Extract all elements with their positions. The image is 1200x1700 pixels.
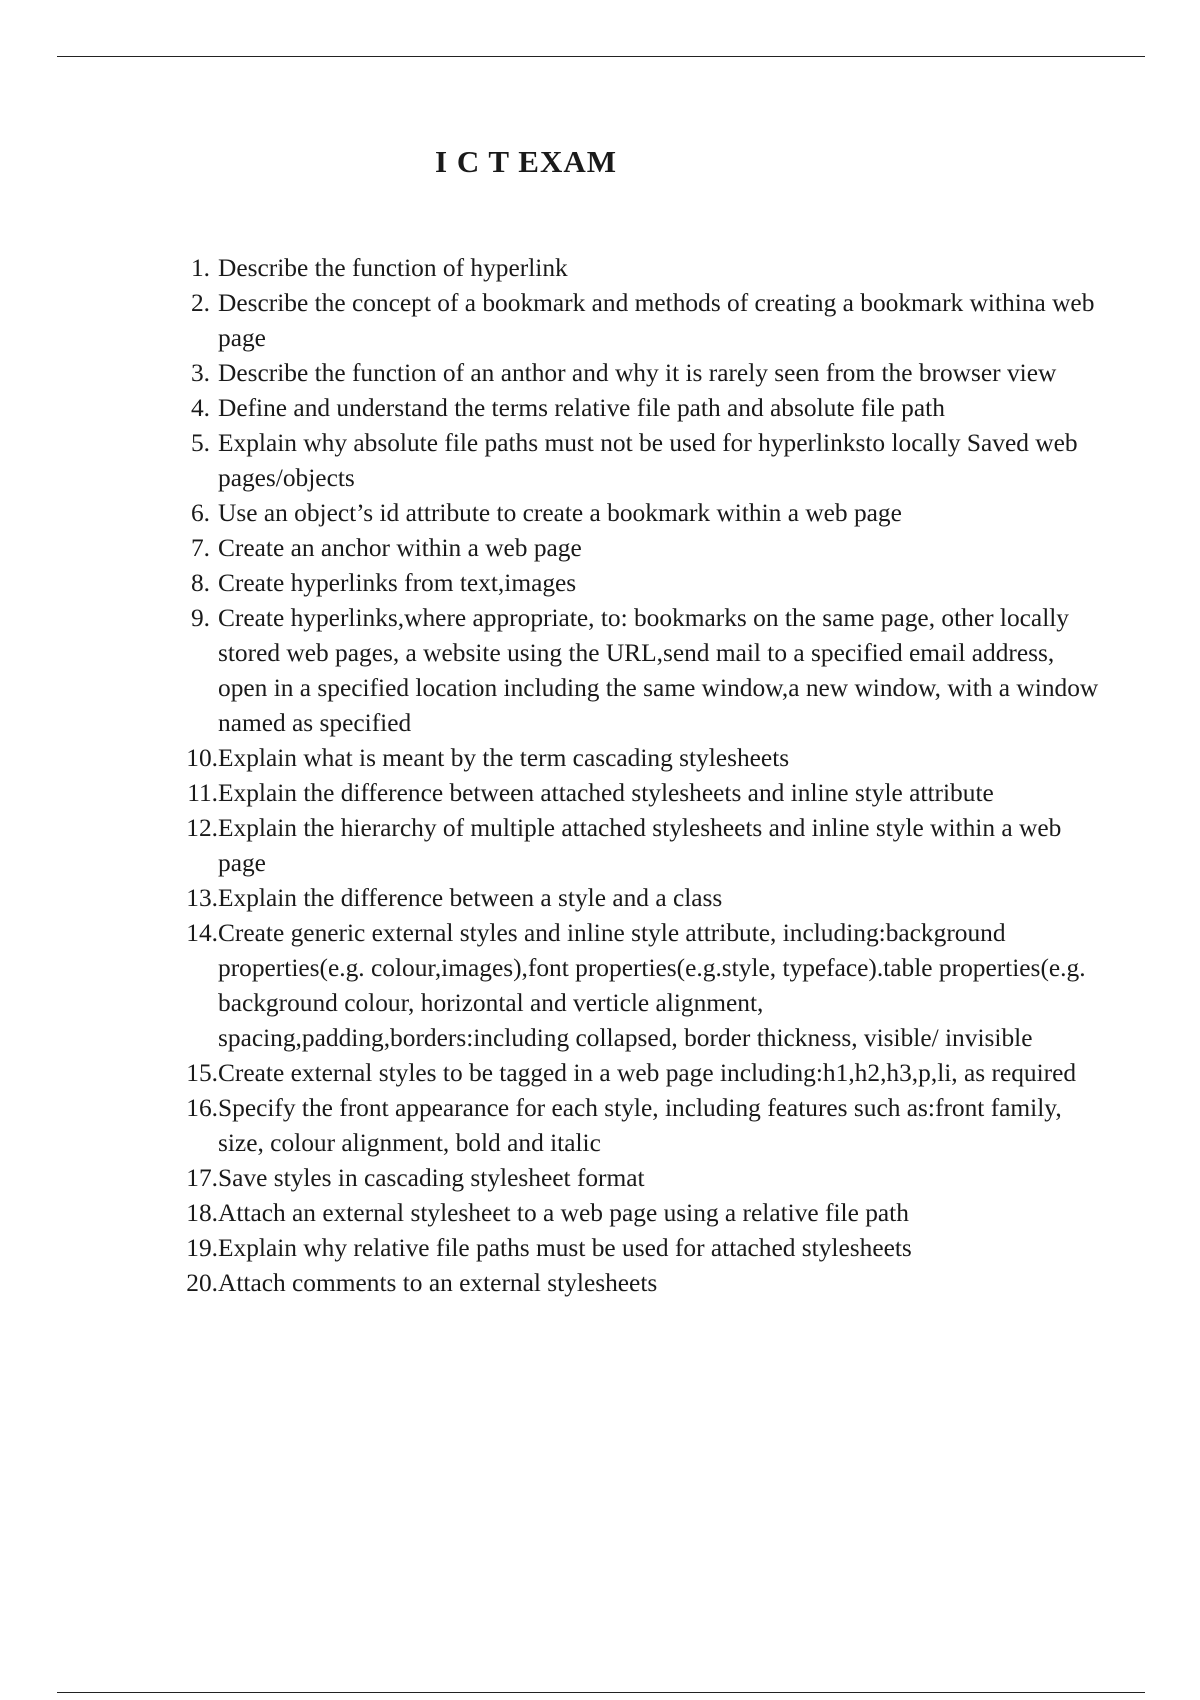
item-text: Describe the function of hyperlink [218, 254, 568, 282]
list-item [180, 531, 1100, 566]
list-item [180, 426, 1100, 496]
item-number: 3. [190, 359, 210, 387]
list-item [180, 601, 1100, 741]
list-item [180, 811, 1100, 881]
item-text: Explain why absolute file paths must not be used for hyperlinksto locally Saved web pages/objects [218, 429, 1078, 492]
list-item [180, 496, 1100, 531]
list-item [180, 1091, 1100, 1161]
item-number: 11. [187, 779, 218, 807]
list-item [180, 881, 1100, 916]
item-text: Define and understand the terms relative file path and absolute file path [218, 394, 945, 422]
list-item [180, 251, 1100, 286]
item-number: 15. [186, 1059, 218, 1087]
list-item [180, 741, 1100, 776]
list-item [180, 1161, 1100, 1196]
list-item [180, 391, 1100, 426]
item-number: 1. [190, 254, 210, 282]
page-title: I C T EXAM [435, 144, 617, 179]
item-text: Create an anchor within a web page [218, 534, 582, 562]
item-text: Describe the concept of a bookmark and methods of creating a bookmark withina web page [218, 289, 1095, 352]
item-text: Explain why relative file paths must be used for attached stylesheets [218, 1234, 912, 1262]
item-text: Explain the hierarchy of multiple attached stylesheets and inline style within a web page [218, 814, 1062, 877]
item-text: Explain the difference between a style and a class [218, 884, 723, 912]
item-text: Create hyperlinks from text,images [218, 569, 577, 597]
list-item [180, 1231, 1100, 1266]
list-item [180, 356, 1100, 391]
bottom-rule [57, 1692, 1145, 1693]
item-text: Explain the difference between attached stylesheets and inline style attribute [218, 779, 994, 807]
list-item [180, 1196, 1100, 1231]
item-number: 7. [190, 534, 210, 562]
list-item [180, 1056, 1100, 1091]
item-text: Create generic external styles and inline style attribute, including:background properties(e.g. colour,images),font properties(e.g.style, typeface).table properties(e.g. background colour, horizontal and verticle alignment, spacing,padding,borders:including collapsed, border thickness, visible/ invisible [218, 919, 1086, 1052]
list-item [180, 566, 1100, 601]
item-number: 20. [186, 1269, 218, 1297]
item-number: 16. [186, 1094, 218, 1122]
list-item [180, 1266, 1100, 1301]
item-number: 6. [190, 499, 210, 527]
item-text: Attach an external stylesheet to a web page using a relative file path [218, 1199, 909, 1227]
item-text: Save styles in cascading stylesheet format [218, 1164, 645, 1192]
item-number: 12. [186, 814, 218, 842]
item-text: Create hyperlinks,where appropriate, to: bookmarks on the same page, other locally stored web pages, a website using the URL,send mail to a specified email address, open in a specified location including the same window,a new window, with a window named as specified [218, 604, 1099, 737]
item-number: 19. [186, 1234, 218, 1262]
item-text: Explain what is meant by the term cascading stylesheets [218, 744, 790, 772]
item-number: 10. [186, 744, 218, 772]
item-number: 9. [190, 604, 210, 632]
item-number: 13. [186, 884, 218, 912]
item-number: 5. [190, 429, 210, 457]
top-rule [57, 56, 1145, 57]
item-text: Describe the function of an anthor and why it is rarely seen from the browser view [218, 359, 1057, 387]
list-item [180, 916, 1100, 1056]
item-text: Use an object’s id attribute to create a bookmark within a web page [218, 499, 902, 527]
item-text: Attach comments to an external stylesheets [218, 1269, 658, 1297]
item-number: 14. [186, 919, 218, 947]
list-item [180, 286, 1100, 356]
item-number: 18. [186, 1199, 218, 1227]
item-number: 17. [186, 1164, 218, 1192]
item-text: Create external styles to be tagged in a web page including:h1,h2,h3,p,li, as required [218, 1059, 1077, 1087]
item-number: 4. [190, 394, 210, 422]
item-text: Specify the front appearance for each style, including features such as:front family, size, colour alignment, bold and italic [218, 1094, 1062, 1157]
list-item [180, 776, 1100, 811]
question-list [180, 251, 1100, 1301]
item-number: 8. [190, 569, 210, 597]
item-number: 2. [190, 289, 210, 317]
